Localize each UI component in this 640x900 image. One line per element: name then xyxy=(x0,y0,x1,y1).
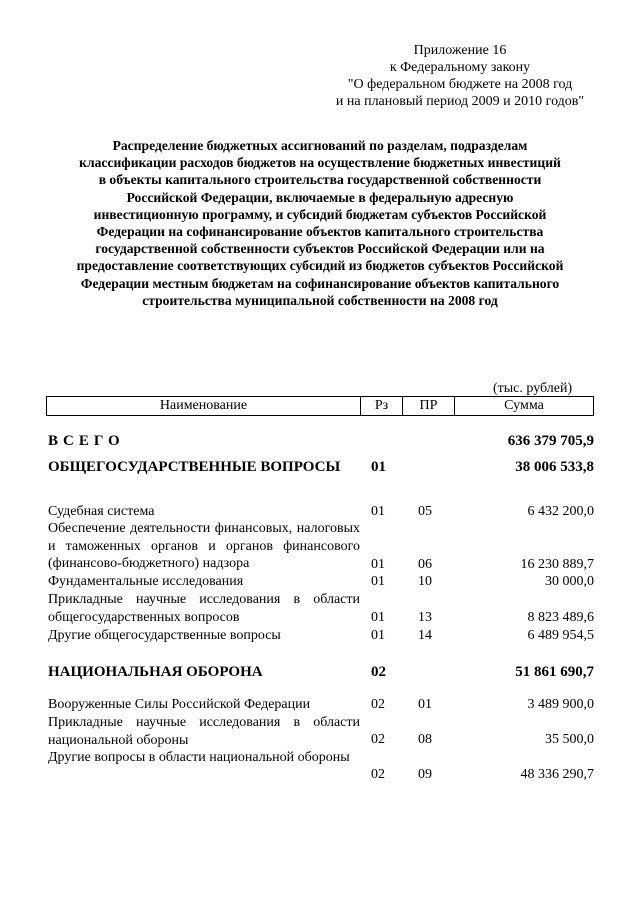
row-sum: 48 336 290,7 xyxy=(520,767,594,782)
row-name: ОБЩЕГОСУДАРСТВЕННЫЕ ВОПРОСЫ xyxy=(48,459,341,475)
header-pr: ПР xyxy=(419,398,438,413)
row-name: Обеспечение деятельности финансовых, налоговых и таможенных органов и органов финансового (финансово-бюджетного) надзора xyxy=(48,521,360,571)
row-name: Фундаментальные исследования xyxy=(48,574,244,589)
row-rz: 01 xyxy=(371,610,385,625)
row-pr: 06 xyxy=(418,557,432,572)
row-sum: 636 379 705,9 xyxy=(507,433,594,449)
row-rz: 01 xyxy=(371,504,385,519)
appendix-law-period: и на плановый период 2009 и 2010 годов" xyxy=(335,94,585,109)
table-header xyxy=(46,396,594,416)
row-pr: 09 xyxy=(418,767,432,782)
appendix-law-name: "О федеральном бюджете на 2008 год xyxy=(347,77,573,92)
row-sum: 6 489 954,5 xyxy=(527,628,594,643)
row-sum: 35 500,0 xyxy=(545,732,594,747)
row-name: Судебная система xyxy=(48,504,155,519)
row-sum: 51 861 690,7 xyxy=(515,664,594,680)
title-line: Российской Федерации, включаемые в федеральную адресную xyxy=(126,189,514,205)
row-rz: 01 xyxy=(371,557,385,572)
title-line: государственной собственности субъектов Российской Федерации или на xyxy=(95,241,545,257)
title-line: Федерации на софинансирование объектов капитального строительства xyxy=(96,224,544,240)
row-rz: 02 xyxy=(371,664,386,680)
row-sum: 30 000,0 xyxy=(545,574,594,589)
appendix-number: Приложение 16 xyxy=(413,43,507,58)
appendix-law-ref: к Федеральному закону xyxy=(389,60,531,75)
row-pr: 13 xyxy=(418,610,432,625)
title-line: в объекты капитального строительства государственной собственности xyxy=(98,172,542,188)
row-sum: 38 006 533,8 xyxy=(515,459,594,475)
row-rz: 02 xyxy=(371,697,385,712)
title-line: Распределение бюджетных ассигнований по разделам, подразделам xyxy=(112,138,528,153)
appendix-header xyxy=(300,42,620,110)
title-line: предоставление соответствующих субсидий из бюджетов субъектов Российской xyxy=(76,258,564,274)
title-line: строительства муниципальной собственности на 2008 год xyxy=(142,292,498,308)
row-sum: 3 489 900,0 xyxy=(527,697,594,712)
row-name: НАЦИОНАЛЬНАЯ ОБОРОНА xyxy=(48,664,263,680)
row-rz: 01 xyxy=(371,574,385,589)
row-name: Вооруженные Силы Российской Федерации xyxy=(48,697,311,712)
header-sum: Сумма xyxy=(504,398,544,413)
header-rz: Рз xyxy=(374,398,389,413)
document-title xyxy=(28,137,612,309)
row-pr: 10 xyxy=(418,574,432,589)
row-rz: 02 xyxy=(371,732,385,747)
row-pr: 08 xyxy=(418,732,432,747)
row-name: Другие вопросы в области национальной обороны xyxy=(48,750,350,765)
row-name: Другие общегосударственные вопросы xyxy=(48,628,281,643)
row-pr: 14 xyxy=(418,628,432,643)
row-name: Прикладные научные исследования в области общегосударственных вопросов xyxy=(48,592,360,625)
row-sum: 16 230 889,7 xyxy=(520,557,594,572)
title-line: инвестиционную программу, и субсидий бюджетам субъектов Российской xyxy=(93,206,547,222)
row-sum: 6 432 200,0 xyxy=(527,504,594,519)
row-name: Прикладные научные исследования в области национальной обороны xyxy=(48,715,360,748)
header-name: Наименование xyxy=(159,398,248,413)
row-rz: 02 xyxy=(371,767,385,782)
row-pr: 05 xyxy=(418,504,432,519)
row-sum: 8 823 489,6 xyxy=(527,610,594,625)
title-line: Федерации местным бюджетам на софинансирование объектов капитального xyxy=(80,275,560,291)
row-rz: 01 xyxy=(371,628,385,643)
units-label: (тыс. рублей) xyxy=(493,381,573,396)
row-pr: 01 xyxy=(418,697,432,712)
row-name: ВСЕГО xyxy=(48,433,125,449)
title-line: классификации расходов бюджетов на осуществление бюджетных инвестиций xyxy=(79,155,561,171)
row-rz: 01 xyxy=(371,459,386,475)
